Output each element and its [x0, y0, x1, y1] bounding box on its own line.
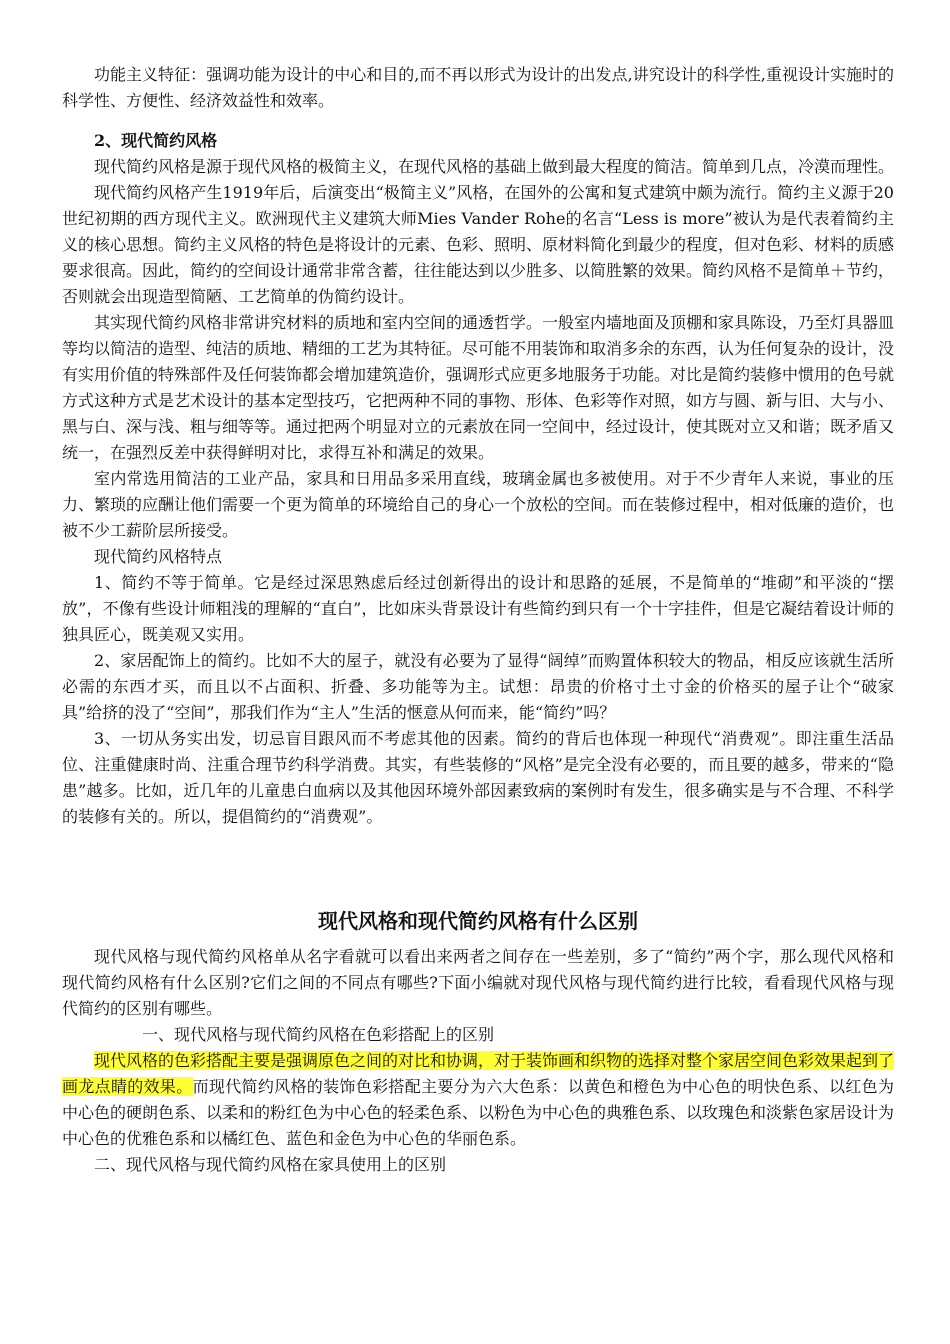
minimal-style-heading: 2、现代简约风格: [94, 131, 218, 150]
furniture-subheading: 二、现代风格与现代简约风格在家具使用上的区别: [94, 1155, 447, 1174]
minimal-paragraph-2: 现代简约风格产生1919年后，后演变出“极简主义”风格，在国外的公寓和复式建筑中颇为流行。简约主义源于20世纪初期的西方现代主义。欧洲现代主义建筑大师Mies Vander Rohe的名言“Less is more”被认为是代表着简约主义的核心思想。简约主义风格的特色是将设计的元素、色彩、照明、原材料简化到最少的程度，但对色彩、材料的质感要求很高。因此，简约的空间设计通常非常含蓄，往往能达到以少胜多、以简胜繁的效果。简约风格不是简单＋节约，否则就会出现造型简陋、工艺简单的伪简约设计。: [62, 183, 895, 306]
functionalism-paragraph: 功能主义特征：强调功能为设计的中心和目的,而不再以形式为设计的出发点,讲究设计的科学性,重视设计实施时的科学性、方便性、经济效益性和效率。: [62, 65, 894, 110]
difference-intro: 现代风格与现代简约风格单从名字看就可以看出来两者之间存在一些差别，多了“简约”两个字，那么现代风格和现代简约风格有什么区别?它们之间的不同点有哪些?下面小编就对现代风格与现代简约进行比较，看看现代风格与现代简约的区别有哪些。: [62, 947, 894, 1018]
color-rest-text: 而现代简约风格的装饰色彩搭配主要分为六大色系：以黄色和橙色为中心色的明快色系、以红色为中心色的硬朗色系、以柔和的粉红色为中心色的轻柔色系、以粉色为中心色的典雅色系、以玫瑰色和淡紫色家居设计为中心色的优雅色系和以橘红色、蓝色和金色为中心色的华丽色系。: [62, 1077, 895, 1148]
feature-1: 1、简约不等于简单。它是经过深思熟虑后经过创新得出的设计和思路的延展，不是简单的“堆砌”和平淡的“摆放”，不像有些设计师粗浅的理解的“直白”，比如床头背景设计有些简约到只有一个十字挂件，但是它凝结着设计师的独具匠心，既美观又实用。: [62, 573, 894, 644]
minimal-paragraph-4: 室内常选用简洁的工业产品，家具和日用品多采用直线，玻璃金属也多被使用。对于不少青年人来说，事业的压力、繁琐的应酬让他们需要一个更为简单的环境给自己的身心一个放松的空间。而在装修过程中，相对低廉的造价，也被不少工薪阶层所接受。: [62, 469, 895, 540]
minimal-paragraph-3: 其实现代简约风格非常讲究材料的质地和室内空间的通透哲学。一般室内墙地面及顶棚和家具陈设，乃至灯具器皿等均以简洁的造型、纯洁的质地、精细的工艺为其特征。尽可能不用装饰和取消多余的东西，认为任何复杂的设计，没有实用价值的特殊部件及任何装饰都会增加建筑造价，强调形式应更多地服务于功能。对比是简约装修中惯用的色号就方式这种方式是艺术设计的基本定型技巧，它把两种不同的事物、形体、色彩等作对照，如方与圆、新与旧、大与小、黑与白、深与浅、粗与细等等。通过把两个明显对立的元素放在同一空间中，经过设计，使其既对立又和谐；既矛盾又统一，在强烈反差中获得鲜明对比，求得互补和满足的效果。: [62, 313, 895, 462]
document-page: [62, 62, 894, 1178]
feature-2: 2、家居配饰上的简约。比如不大的屋子，就没有必要为了显得“阔绰”而购置体积较大的物品，相反应该就生活所必需的东西才买，而且以不占面积、折叠、多功能等为主。试想：昂贵的价格寸土寸金的价格买的屋子让个“破家具”给挤的没了“空间”，那我们作为“主人”生活的惬意从何而来，能“简约”吗？: [62, 651, 894, 722]
difference-title: 现代风格和现代简约风格有什么区别: [318, 909, 638, 933]
color-paragraph: [62, 1048, 894, 1152]
features-title: 现代简约风格特点: [94, 547, 223, 566]
minimal-paragraph-1: 现代简约风格是源于现代风格的极简主义，在现代风格的基础上做到最大程度的简洁。简单到几点，冷漠而理性。: [94, 157, 895, 176]
color-highlight-text: 现代风格的色彩搭配主要是强调原色之间的对比和协调，对于装饰画和织物的选择对整个家居空间色彩效果起到了画龙点睛的效果。: [62, 1051, 895, 1096]
color-subheading: 一、现代风格与现代简约风格在色彩搭配上的区别: [142, 1025, 495, 1044]
feature-3: 3、一切从务实出发，切忌盲目跟风而不考虑其他的因素。简约的背后也体现一种现代“消费观”。即注重生活品位、注重健康时尚、注重合理节约科学消费。其实，有些装修的“风格”是完全没有必要的，而且要的越多，带来的“隐患”越多。比如，近几年的儿童患白血病以及其他因环境外部因素致病的案例时有发生，很多确实是与不合理、不科学的装修有关的。所以，提倡简约的“消费观”。: [62, 729, 894, 826]
